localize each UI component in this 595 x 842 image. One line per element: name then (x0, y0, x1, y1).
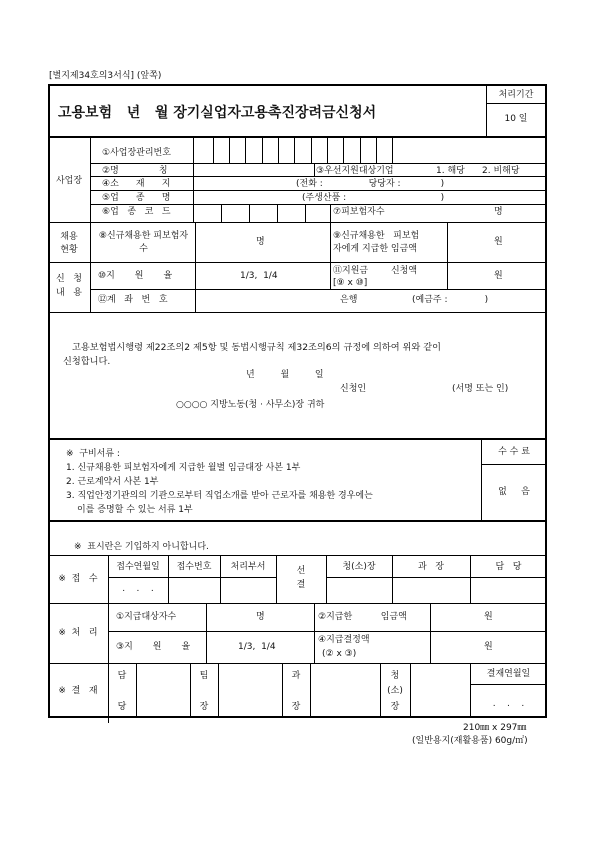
approval-dang: 당 (117, 702, 127, 712)
priority-yes[interactable]: 1. 해당 (436, 166, 465, 176)
section-company: 사업장 (55, 176, 83, 186)
approval-date-dots[interactable]: . . . (492, 699, 525, 709)
docs-item-2: 2. 근로계약서 사본 1부 (66, 477, 159, 487)
process-label: ※ 처 리 (58, 628, 98, 638)
process-target-label: ①지급대상자수 (116, 612, 177, 622)
approval-date-label: 결재연월일 (486, 669, 531, 679)
docs-item-1: 1. 신규채용한 피보험자에게 지급한 월별 임금대장 사본 1부 (66, 463, 301, 473)
rate-value: 1/3, 1/4 (240, 271, 278, 281)
proc-period-label: 처리기간 (498, 90, 534, 100)
approval-label: ※ 결 재 (58, 686, 98, 696)
proc-period-days: 10 일 (504, 114, 528, 124)
industry-product[interactable]: (주생산품 : ) (302, 193, 445, 203)
approval-gwa: 과 (291, 671, 301, 681)
fee-value: 없 음 (498, 487, 530, 497)
docs-item-3: 3. 직업안정기관의의 기관으로부터 직업소개를 받아 근로자를 채용한 경우에는 (66, 491, 373, 501)
declaration-line2: 신청합니다. (63, 356, 111, 367)
process-target-unit: 명 (256, 612, 265, 622)
process-paid-unit: 원 (484, 612, 493, 622)
industry-code-boxes[interactable] (193, 204, 333, 222)
hire-count-unit: 명 (256, 237, 265, 247)
approval-jang: 장 (199, 702, 209, 712)
receipt-manager: 과 장 (418, 562, 444, 572)
hire-wage-label: ⑨신규채용한 피보험 자에게 지급한 임금액 (333, 231, 420, 254)
applicant-sign[interactable]: (서명 또는 인) (452, 384, 509, 394)
receipt-label: ※ 접 수 (58, 574, 98, 584)
approval-cheong: 청 (390, 671, 400, 681)
declaration-line1: 고용보험법시행령 제22조의2 제5항 및 동법시행규칙 제32조의6의 규정에 의하여 위와 같이 (72, 342, 441, 353)
hire-wage-unit: 원 (494, 237, 503, 247)
amount-unit: 원 (494, 271, 503, 281)
paper-spec: (일반용지(재활용품) 60g/㎡) (412, 736, 528, 746)
receipt-date-dots[interactable]: . . . (122, 584, 154, 594)
process-paid-label: ②지급한 임금액 (318, 612, 407, 622)
receipt-date-label: 접수연월일 (116, 562, 160, 572)
office-addressee: ○○○○ 지방노동(청 · 사무소)장 귀하 (176, 400, 325, 410)
receipt-line-label: 선 결 (296, 566, 306, 590)
insured-count-label: ⑦피보험자수 (333, 207, 385, 217)
process-decided-unit: 원 (484, 642, 493, 652)
amount-formula: [⑨ x ⑩] (333, 278, 368, 288)
receipt-staff: 담 당 (495, 562, 522, 572)
docs-item-3b: 이를 증명할 수 있는 서류 1부 (77, 505, 193, 515)
approval-so: (소) (387, 686, 403, 696)
process-decided-label: ④지급결정액 (318, 635, 370, 645)
paper-size: 210㎜ x 297㎜ (463, 723, 527, 733)
insured-count-unit: 명 (494, 207, 503, 217)
mgmt-no-boxes[interactable] (193, 136, 547, 163)
process-decided-formula: (② x ③) (322, 649, 357, 659)
form-title: 고용보험 년 월 장기실업자고용촉진장려금신청서 (58, 105, 377, 121)
docs-title: ※ 구비서류 : (66, 449, 120, 459)
approval-jang2: 장 (291, 702, 301, 712)
process-rate-label: ③지 원 율 (116, 642, 191, 652)
section-apply: 신 청 내 용 (56, 274, 82, 298)
applicant-label: 신청인 (340, 384, 367, 394)
address-tel[interactable]: (전화 : 당당자 : ) (296, 179, 445, 189)
approval-jang3: 장 (390, 702, 400, 712)
section-hire: 채용 현황 (60, 232, 78, 255)
account-bank[interactable]: 은행 (340, 295, 358, 305)
industry-code-label: ⑥업 종 코 드 (102, 207, 171, 217)
approval-dam: 담 (117, 671, 127, 681)
mgmt-no-label: ①사업장관리번호 (102, 148, 171, 158)
fee-label: 수 수 료 (498, 447, 530, 457)
declaration-date[interactable]: 년 월 일 (246, 370, 324, 380)
company-name-label: ②명 칭 (102, 166, 168, 176)
office-use-note: ※ 표시란은 기입하지 아니합니다. (74, 542, 209, 552)
receipt-dept-label: 처리부서 (230, 562, 266, 572)
form-number: [별지제34호의3서식] (앞쪽) (49, 71, 162, 81)
process-rate-value: 1/3, 1/4 (238, 642, 276, 652)
priority-label: ③우선지원대상기업 (316, 166, 394, 176)
industry-label: ⑤업 종 명 (102, 193, 171, 203)
receipt-director: 청(소)장 (342, 562, 376, 572)
hire-count-label: ⑧신규채용한 피보험자 수 (98, 231, 189, 254)
priority-no[interactable]: 2. 비해당 (482, 166, 520, 176)
rate-label: ⑩지 원 율 (98, 271, 173, 281)
amount-label: ⑪지원금 신청액 (333, 266, 418, 276)
receipt-no-label: 접수번호 (176, 562, 212, 572)
approval-tim: 팀 (199, 671, 209, 681)
account-label: ⑫계 좌 번 호 (98, 295, 168, 305)
account-depositor[interactable]: (예금주 : ) (412, 295, 489, 305)
address-label: ④소 재 지 (102, 179, 171, 189)
